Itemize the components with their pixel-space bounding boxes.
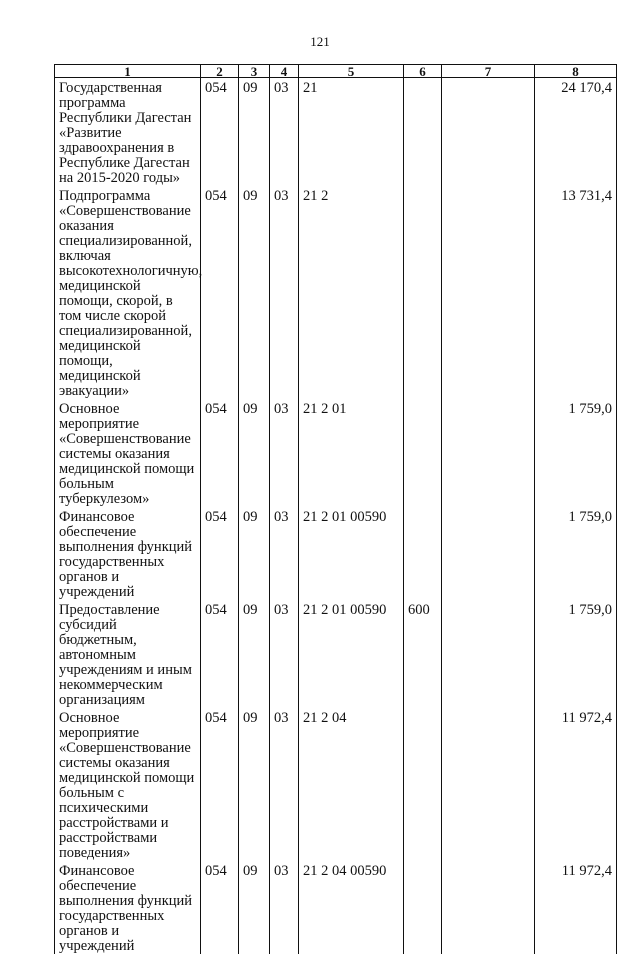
subsection-code: 03 [270, 399, 299, 507]
subsection-code: 03 [270, 708, 299, 861]
target-article-code: 21 2 01 00590 [299, 507, 404, 600]
column-7-cell [442, 507, 535, 600]
column-7-cell [442, 399, 535, 507]
ministry-code: 054 [201, 78, 239, 187]
row-name: Предоставление субсидий бюджетным, автономным учреждениям и иным некоммерческим организациям [55, 600, 201, 708]
amount: 1 759,0 [535, 600, 617, 708]
expense-type-code [404, 507, 442, 600]
table-row [55, 78, 617, 187]
target-article-code: 21 2 01 [299, 399, 404, 507]
column-7-cell [442, 600, 535, 708]
subsection-code: 03 [270, 507, 299, 600]
section-code: 09 [239, 78, 270, 187]
table-row [55, 708, 617, 861]
row-name: Финансовое обеспечение выполнения функций государственных органов и учреждений [55, 507, 201, 600]
subsection-code: 03 [270, 600, 299, 708]
expense-type-code [404, 399, 442, 507]
column-7-cell [442, 708, 535, 861]
ministry-code: 054 [201, 861, 239, 954]
subsection-code: 03 [270, 861, 299, 954]
ministry-code: 054 [201, 600, 239, 708]
section-code: 09 [239, 507, 270, 600]
amount: 24 170,4 [535, 78, 617, 187]
table-row [55, 399, 617, 507]
target-article-code: 21 2 01 00590 [299, 600, 404, 708]
amount: 11 972,4 [535, 708, 617, 861]
ministry-code: 054 [201, 708, 239, 861]
target-article-code: 21 2 [299, 186, 404, 399]
ministry-code: 054 [201, 186, 239, 399]
table-row [55, 186, 617, 399]
amount: 1 759,0 [535, 399, 617, 507]
expense-type-code [404, 186, 442, 399]
ministry-code: 054 [201, 399, 239, 507]
expense-type-code [404, 861, 442, 954]
amount: 13 731,4 [535, 186, 617, 399]
expense-type-code: 600 [404, 600, 442, 708]
column-header-4: 4 [270, 65, 299, 78]
page-number: 121 [310, 34, 330, 49]
target-article-code: 21 2 04 [299, 708, 404, 861]
column-7-cell [442, 861, 535, 954]
section-code: 09 [239, 861, 270, 954]
section-code: 09 [239, 600, 270, 708]
row-name: Государственная программа Республики Дагестан «Развитие здравоохранения в Республике Дагестан на 2015-2020 годы» [55, 78, 201, 187]
subsection-code: 03 [270, 78, 299, 187]
subsection-code: 03 [270, 186, 299, 399]
row-name: Основное мероприятие «Совершенствование системы оказания медицинской помощи больным с психическими расстройствами и расстройствами поведения» [55, 708, 201, 861]
section-code: 09 [239, 186, 270, 399]
amount: 1 759,0 [535, 507, 617, 600]
column-header-3: 3 [239, 65, 270, 78]
row-name: Основное мероприятие «Совершенствование системы оказания медицинской помощи больным туберкулезом» [55, 399, 201, 507]
row-name: Подпрограмма «Совершенствование оказания специализированной, включая высокотехнологичную, медицинской помощи, скорой, в том числе скорой специализированной, медицинской помощи, медицинской эвакуации» [55, 186, 201, 399]
expense-type-code [404, 78, 442, 187]
section-code: 09 [239, 399, 270, 507]
table-row [55, 507, 617, 600]
amount: 11 972,4 [535, 861, 617, 954]
column-header-2: 2 [201, 65, 239, 78]
column-7-cell [442, 78, 535, 187]
column-header-7: 7 [442, 65, 535, 78]
column-7-cell [442, 186, 535, 399]
column-header-8: 8 [535, 65, 617, 78]
target-article-code: 21 2 04 00590 [299, 861, 404, 954]
column-header-5: 5 [299, 65, 404, 78]
section-code: 09 [239, 708, 270, 861]
table-row [55, 600, 617, 708]
column-header-1: 1 [55, 65, 201, 78]
expense-type-code [404, 708, 442, 861]
target-article-code: 21 [299, 78, 404, 187]
budget-table [54, 64, 617, 954]
column-header-6: 6 [404, 65, 442, 78]
column-numbers-row [55, 65, 617, 78]
ministry-code: 054 [201, 507, 239, 600]
table-row [55, 861, 617, 954]
row-name: Финансовое обеспечение выполнения функций государственных органов и учреждений [55, 861, 201, 954]
